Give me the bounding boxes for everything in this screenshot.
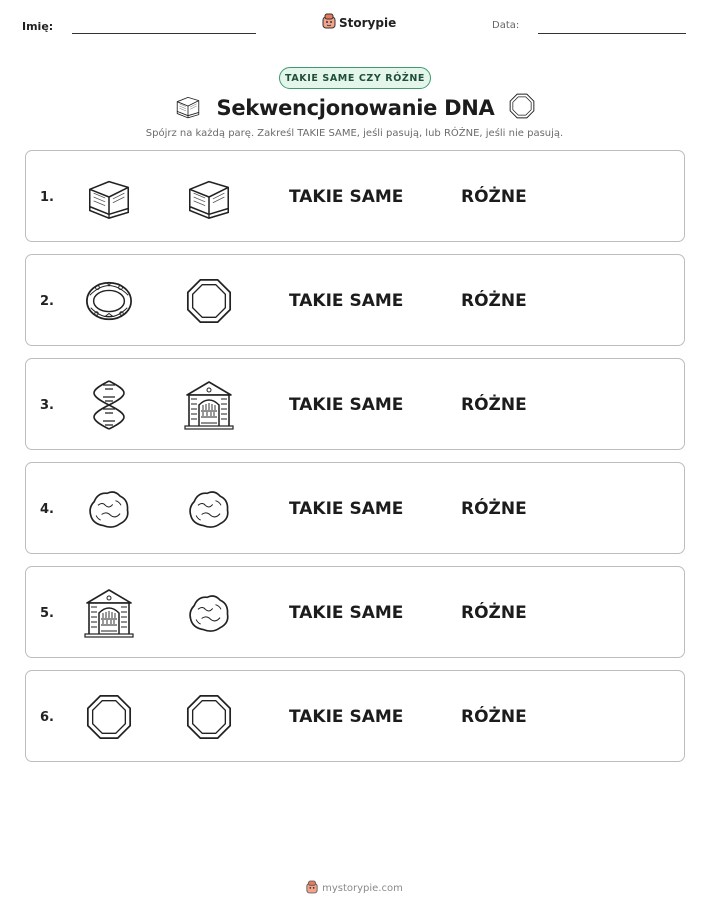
- option-same[interactable]: TAKIE SAME: [289, 707, 404, 727]
- date-label: Data:: [492, 20, 520, 31]
- storypie-mascot-icon: [322, 13, 336, 33]
- row-number: 4.: [40, 501, 54, 517]
- option-different[interactable]: RÓŻNE: [461, 707, 527, 727]
- footer: [0, 879, 709, 898]
- name-label: Imię:: [22, 20, 54, 33]
- storypie-mascot-icon: [306, 879, 318, 898]
- footer-site-link[interactable]: mystorypie.com: [322, 883, 403, 894]
- row-number: 5.: [40, 605, 54, 621]
- rock-icon: [183, 484, 235, 534]
- question-row: [25, 670, 685, 762]
- library-icon: [83, 588, 135, 638]
- question-row: [25, 566, 685, 658]
- octagon-icon: [183, 692, 235, 742]
- option-different[interactable]: RÓŻNE: [461, 499, 527, 519]
- library-icon: [183, 380, 235, 430]
- option-different[interactable]: RÓŻNE: [461, 395, 527, 415]
- question-row: [25, 150, 685, 242]
- option-different[interactable]: RÓŻNE: [461, 603, 527, 623]
- dna-icon: [83, 380, 135, 430]
- row-number: 3.: [40, 397, 54, 413]
- octagon-icon: [83, 692, 135, 742]
- option-different[interactable]: RÓŻNE: [461, 291, 527, 311]
- rock-icon: [83, 484, 135, 534]
- row-number: 6.: [40, 709, 54, 725]
- question-row: [25, 254, 685, 346]
- instructions: Spójrz na każdą parę. Zakreśl TAKIE SAME, jeśli pasują, lub RÓŻNE, jeśli nie pasują.: [145, 128, 564, 139]
- question-list: [25, 150, 685, 774]
- option-same[interactable]: TAKIE SAME: [289, 603, 404, 623]
- question-row: [25, 358, 685, 450]
- question-row: [25, 462, 685, 554]
- row-number: 1.: [40, 189, 54, 205]
- page-title: Sekwencjonowanie DNA: [216, 96, 495, 120]
- octagon-icon: [508, 92, 536, 124]
- ring-icon: [83, 276, 135, 326]
- option-same[interactable]: TAKIE SAME: [289, 395, 404, 415]
- worksheet-header: [0, 0, 709, 50]
- octagon-icon: [183, 276, 235, 326]
- option-same[interactable]: TAKIE SAME: [289, 187, 404, 207]
- row-number: 2.: [40, 293, 54, 309]
- brand-name: Storypie: [339, 16, 397, 30]
- title-row: [0, 91, 709, 125]
- book-icon: [183, 172, 235, 222]
- option-same[interactable]: TAKIE SAME: [289, 499, 404, 519]
- option-same[interactable]: TAKIE SAME: [289, 291, 404, 311]
- book-icon: [173, 92, 203, 124]
- date-field-line[interactable]: [538, 33, 686, 34]
- book-icon: [83, 172, 135, 222]
- name-field-line[interactable]: [72, 33, 256, 34]
- option-different[interactable]: RÓŻNE: [461, 187, 527, 207]
- rock-icon: [183, 588, 235, 638]
- brand-logo: [322, 13, 396, 33]
- worksheet-type-badge: TAKIE SAME CZY RÓŻNE: [279, 67, 431, 89]
